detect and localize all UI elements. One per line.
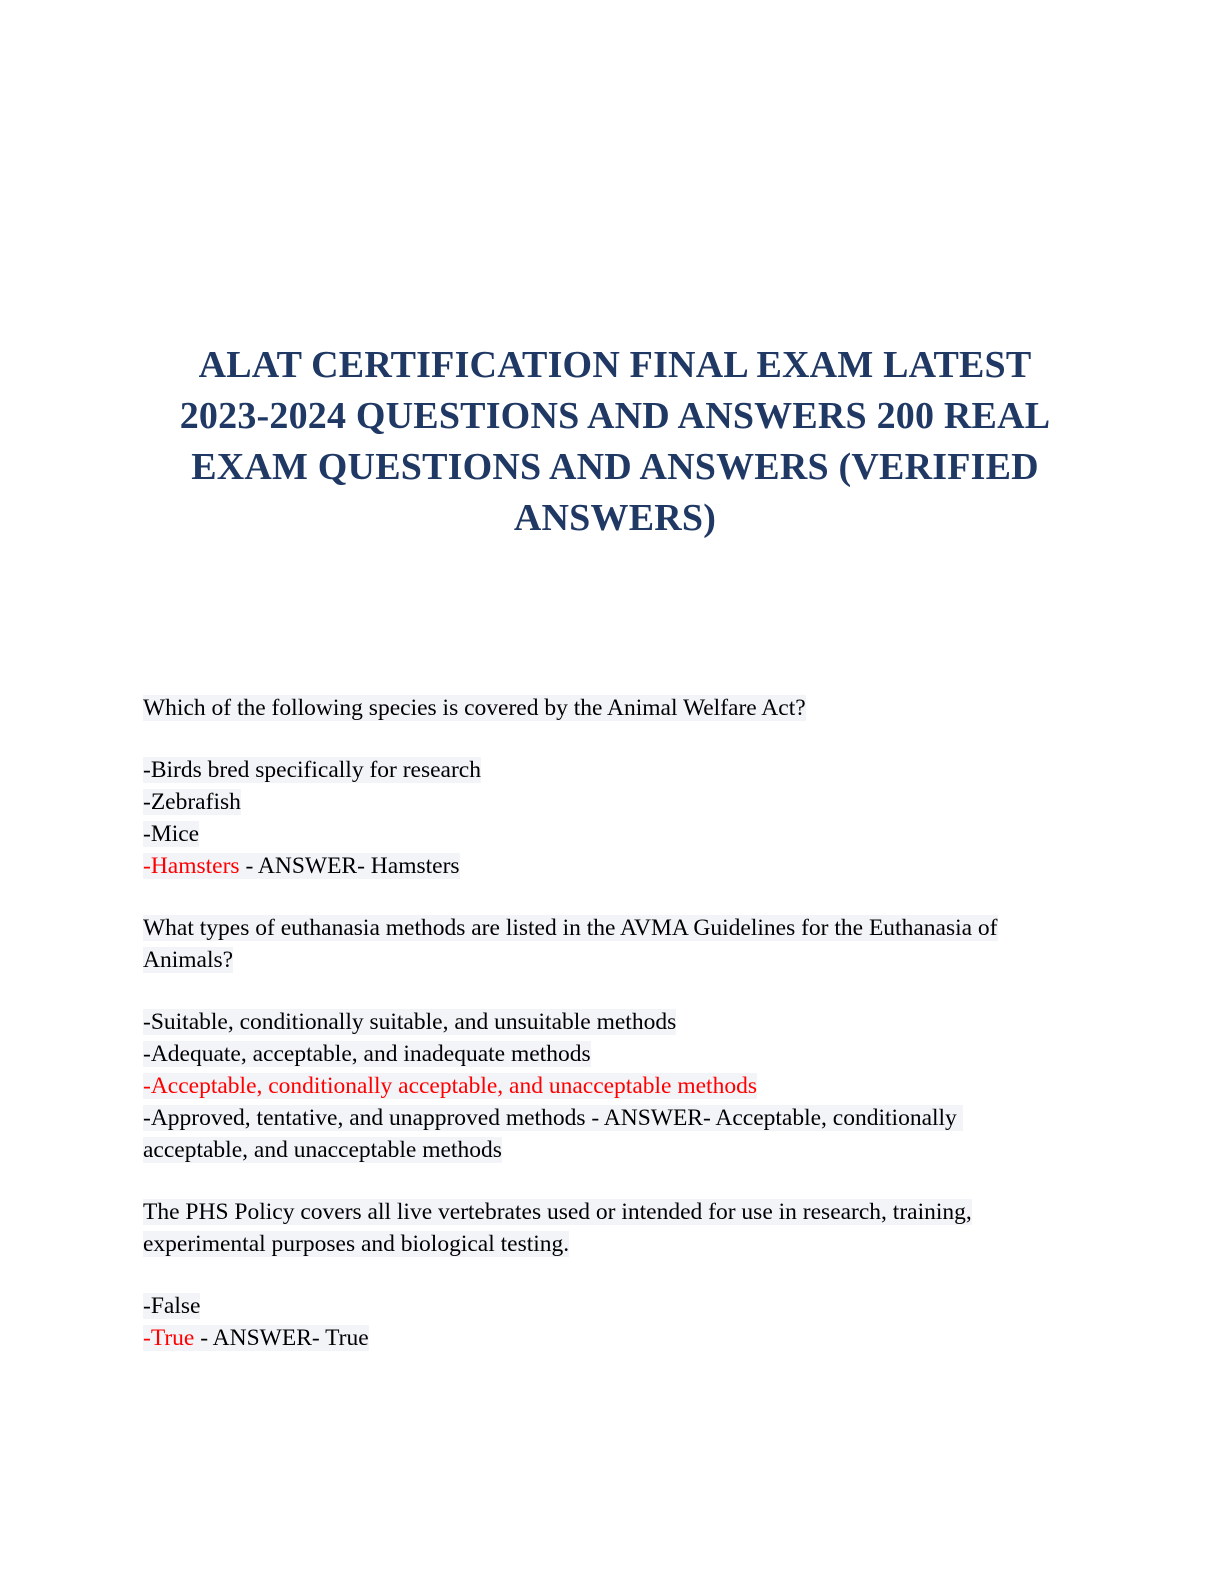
answer-line bbox=[143, 1322, 1063, 1354]
question-2-label: What types of euthanasia methods are listed in the AVMA Guidelines for the Euthanasia of Animals? bbox=[143, 915, 998, 973]
option-2-2-label: -Adequate, acceptable, and inadequate methods bbox=[143, 1041, 591, 1067]
option-1-1-label: -Birds bred specifically for research bbox=[143, 757, 481, 783]
document-body bbox=[143, 692, 1063, 1354]
option-item bbox=[143, 1038, 1063, 1070]
qa-group bbox=[143, 692, 1063, 882]
question-text bbox=[143, 1196, 1063, 1260]
answer-3-option: -True bbox=[143, 1325, 195, 1351]
option-item bbox=[143, 1006, 1063, 1038]
option-item bbox=[143, 754, 1063, 786]
question-text bbox=[143, 912, 1063, 976]
question-1-label: Which of the following species is covered by the Animal Welfare Act? bbox=[143, 695, 806, 721]
option-item bbox=[143, 818, 1063, 850]
answer-2-option: -Approved, tentative, and unapproved methods bbox=[143, 1105, 586, 1131]
answer-line bbox=[143, 1102, 1063, 1166]
option-2-3-label: -Acceptable, conditionally acceptable, and unacceptable methods bbox=[143, 1073, 757, 1099]
question-3-label: The PHS Policy covers all live vertebrates used or intended for use in research, training, experimental purposes and biological testing. bbox=[143, 1199, 972, 1257]
answer-1-tail: - ANSWER- Hamsters bbox=[239, 853, 460, 879]
answer-1-option: -Hamsters bbox=[143, 853, 240, 879]
option-item-correct bbox=[143, 1070, 1063, 1102]
option-2-1-label: -Suitable, conditionally suitable, and unsuitable methods bbox=[143, 1009, 677, 1035]
answer-2-tail: - ANSWER- Acceptable, conditionally acceptable, and unacceptable methods bbox=[143, 1105, 963, 1163]
qa-group bbox=[143, 912, 1063, 1166]
option-3-1-label: -False bbox=[143, 1293, 201, 1319]
page-title: ALAT CERTIFICATION FINAL EXAM LATEST 2023-2024 QUESTIONS AND ANSWERS 200 REAL EXAM QUESTIONS AND ANSWERS (VERIFIED ANSWERS) bbox=[179, 344, 1051, 539]
option-1-2-label: -Zebrafish bbox=[143, 789, 241, 815]
option-item bbox=[143, 786, 1063, 818]
option-1-3-label: -Mice bbox=[143, 821, 200, 847]
question-text bbox=[143, 692, 1063, 724]
answer-line bbox=[143, 850, 1063, 882]
answer-3-tail: - ANSWER- True bbox=[194, 1325, 369, 1351]
option-item bbox=[143, 1290, 1063, 1322]
qa-group bbox=[143, 1196, 1063, 1354]
